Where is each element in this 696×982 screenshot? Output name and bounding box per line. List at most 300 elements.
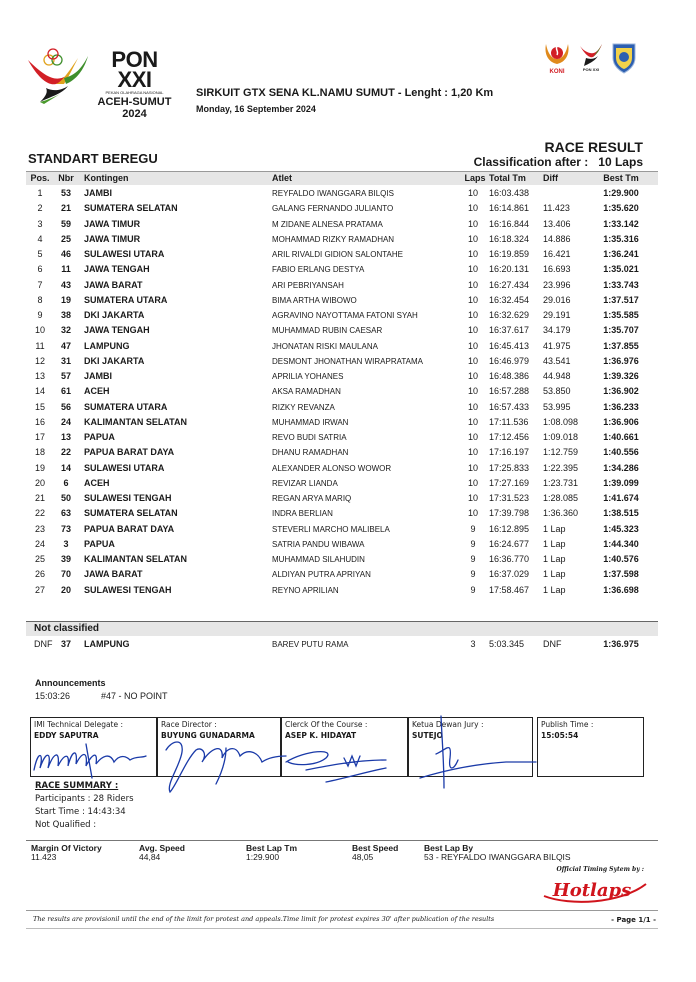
official-name: ASEP K. HIDAYAT (285, 731, 357, 740)
cell-best: 1:29.900 (603, 188, 639, 198)
cell-best: 1:40.556 (603, 447, 639, 458)
cell-laps: 10 (467, 218, 478, 229)
sponsor-logos (542, 40, 638, 76)
cell-kontingen: SULAWESI UTARA (84, 249, 165, 259)
cell-nbr: 53 (60, 188, 71, 198)
cell-pos: 8 (37, 294, 43, 305)
col-diff: Diff (543, 173, 558, 183)
cell-laps: 9 (470, 538, 476, 549)
cell-laps: 10 (467, 447, 478, 458)
cell-nbr: 3 (63, 538, 69, 549)
cell-pos: 25 (34, 554, 45, 564)
svg-text:Hotlaps: Hotlaps (552, 880, 632, 901)
table-row (26, 262, 658, 277)
cell-best: 1:36.906 (603, 416, 639, 427)
cell-total: 16:03.438 (489, 188, 530, 198)
cell-atlet: JHONATAN RISKI MAULANA (272, 341, 378, 351)
cell-nbr: 20 (60, 584, 71, 595)
cell-kontingen: JAMBI (84, 188, 113, 198)
svg-text:PON XXI: PON XXI (582, 67, 600, 72)
table-row (26, 537, 658, 552)
cell-laps: 10 (467, 294, 478, 305)
cell-total: 16:46.979 (489, 355, 530, 366)
participants: Participants : 28 Riders (35, 794, 134, 804)
imi-logo-icon (610, 40, 638, 76)
cell-laps: 10 (467, 416, 478, 427)
cell-diff: 1:36.360 (543, 508, 579, 519)
table-row (26, 186, 658, 201)
official-role: IMI Technical Delegate : (34, 720, 124, 729)
official-role: Ketua Dewan Jury : (412, 720, 484, 729)
event-subtitle: PEKAN OLAHRAGA NASIONAL (105, 90, 164, 95)
cell-atlet: REGAN ARYA MARIQ (272, 494, 352, 503)
cell-total: 16:32.454 (489, 294, 530, 305)
cell-diff: 29.016 (543, 294, 571, 305)
official-name: BUYUNG GUNADARMA (161, 731, 255, 740)
cell-nbr: 37 (60, 639, 71, 649)
cell-total: 17:16.197 (489, 447, 530, 458)
stat-label: Best Lap By (424, 843, 474, 853)
publish-time-box (537, 717, 644, 777)
cell-laps: 10 (467, 477, 478, 488)
cell-atlet: REVIZAR LIANDA (272, 478, 338, 488)
table-row (26, 384, 658, 399)
table-row (26, 201, 658, 216)
stat-label: Avg. Speed (139, 843, 185, 853)
cell-nbr: 38 (60, 310, 71, 320)
cell-diff: 44.948 (543, 371, 571, 381)
cell-atlet: AGRAVINO NAYOTTAMA FATONI SYAH (272, 311, 418, 320)
cell-laps: 10 (467, 340, 478, 351)
cell-nbr: 24 (60, 416, 71, 427)
stat-value: 1:29.900 (246, 852, 280, 862)
table-row (26, 293, 658, 308)
cell-best: 1:35.585 (603, 310, 639, 320)
cell-atlet: RIZKY REVANZA (272, 402, 335, 412)
cell-kontingen: JAWA TENGAH (84, 325, 150, 336)
cell-kontingen: JAWA BARAT (84, 279, 143, 290)
official-role: Clerck Of the Course : (285, 720, 368, 729)
cell-total: 16:16.844 (489, 218, 530, 229)
cell-pos: 16 (34, 416, 45, 427)
official-race-director (157, 717, 281, 777)
stat-avg-speed (139, 844, 185, 862)
cell-pos: 3 (37, 218, 43, 229)
cell-laps: 10 (467, 432, 478, 442)
cell-best: 1:33.142 (603, 218, 639, 229)
cell-nbr: 56 (60, 401, 71, 412)
cell-kontingen: ACEH (84, 477, 110, 488)
svg-text:KONI: KONI (549, 69, 565, 75)
cell-pos: 20 (34, 477, 45, 488)
cell-kontingen: KALIMANTAN SELATAN (84, 416, 187, 427)
cell-kontingen: JAWA TIMUR (84, 233, 141, 244)
stat-best-lap-by (424, 844, 571, 862)
cell-best: 1:36.241 (603, 249, 639, 259)
cell-nbr: 57 (60, 371, 71, 381)
table-row (26, 415, 658, 430)
cell-nbr: 13 (60, 432, 71, 442)
cell-best: 1:37.598 (603, 569, 639, 580)
cell-atlet: APRILIA YOHANES (272, 372, 344, 381)
cell-diff: 34.179 (543, 325, 571, 336)
cell-nbr: 14 (60, 462, 71, 473)
cell-diff: 23.996 (543, 279, 571, 290)
cell-laps: 10 (467, 371, 478, 381)
cell-pos: 10 (34, 325, 45, 336)
race-category: STANDART BEREGU (28, 151, 158, 166)
cell-atlet: GALANG FERNANDO JULIANTO (272, 204, 394, 214)
cell-total: 5:03.345 (489, 639, 525, 649)
cell-best: 1:36.233 (603, 401, 639, 412)
table-row (26, 430, 658, 445)
announcement-text: #47 - NO POINT (101, 691, 168, 701)
cell-diff: 29.191 (543, 310, 571, 320)
stat-value: 53 - REYFALDO IWANGGARA BILQIS (424, 852, 571, 862)
cell-kontingen: PAPUA (84, 432, 115, 442)
cell-pos: 11 (35, 340, 45, 351)
pon-xxi-logo-icon (26, 48, 92, 104)
classification-info (474, 155, 643, 169)
cell-best: 1:44.340 (603, 538, 639, 549)
results-table-header (26, 171, 658, 185)
cell-pos: 13 (34, 371, 45, 381)
cell-pos: 23 (34, 523, 45, 534)
table-row (26, 217, 658, 232)
cell-best: 1:39.326 (603, 371, 639, 381)
official-technical-delegate (30, 717, 157, 777)
cell-atlet: MUHAMMAD SILAHUDIN (272, 555, 365, 564)
cell-diff: DNF (543, 639, 562, 649)
cell-total: 17:31.523 (489, 493, 530, 503)
stat-label: Best Lap Tm (246, 843, 298, 853)
cell-atlet: STEVERLI MARCHO MALIBELA (272, 524, 390, 534)
stat-value: 44,84 (139, 852, 161, 862)
table-row (26, 308, 658, 323)
not-qualified: Not Qualified : (35, 820, 97, 830)
cell-diff: 1 Lap (543, 569, 566, 580)
cell-pos: 1 (37, 188, 43, 198)
cell-pos: 26 (34, 569, 45, 580)
official-name: EDDY SAPUTRA (34, 731, 99, 740)
table-row (26, 637, 658, 652)
cell-atlet: FABIO ERLANG DESTYA (272, 265, 365, 275)
table-row (26, 369, 658, 384)
cell-pos: DNF (34, 639, 53, 649)
cell-diff: 53.995 (543, 401, 571, 412)
publish-time-label: Publish Time : (541, 720, 594, 729)
table-row (26, 552, 658, 567)
cell-laps: 10 (467, 462, 478, 473)
col-total: Total Tm (489, 173, 526, 183)
divider (26, 840, 658, 841)
announcement-time: 15:03:26 (35, 691, 71, 701)
cell-best: 1:35.620 (603, 203, 639, 214)
cell-nbr: 22 (60, 447, 71, 458)
cell-pos: 4 (37, 233, 43, 244)
cell-kontingen: JAWA TIMUR (84, 218, 141, 229)
cell-atlet: REVO BUDI SATRIA (272, 433, 347, 442)
cell-laps: 10 (467, 249, 478, 259)
cell-total: 17:12.456 (489, 432, 530, 442)
cell-total: 16:37.029 (489, 569, 530, 580)
cell-laps: 10 (467, 386, 478, 397)
cell-laps: 10 (467, 188, 478, 198)
cell-diff: 1:09.018 (543, 432, 579, 442)
cell-atlet: DESMONT JHONATHAN WIRAPRATAMA (272, 356, 423, 366)
divider (26, 928, 658, 929)
cell-nbr: 31 (60, 355, 71, 366)
classification-value: 10 Laps (598, 155, 643, 169)
cell-diff: 14.886 (543, 233, 571, 244)
cell-kontingen: SULAWESI TENGAH (84, 584, 172, 595)
table-row (26, 400, 658, 415)
table-row (26, 583, 658, 598)
divider (26, 910, 658, 911)
cell-pos: 6 (37, 264, 43, 275)
cell-laps: 10 (467, 325, 478, 336)
cell-kontingen: SULAWESI TENGAH (84, 493, 172, 503)
cell-total: 16:14.861 (489, 203, 530, 214)
cell-total: 17:58.467 (489, 584, 530, 595)
table-row (26, 278, 658, 293)
cell-total: 16:48.386 (489, 371, 530, 381)
cell-atlet: AKSA RAMADHAN (272, 387, 341, 397)
cell-total: 17:27.169 (489, 477, 530, 488)
cell-diff: 11.423 (543, 203, 570, 214)
cell-laps: 10 (467, 493, 478, 503)
cell-atlet: ALDIYAN PUTRA APRIYAN (272, 570, 371, 580)
table-row (26, 491, 658, 506)
official-role: Race Director : (161, 720, 217, 729)
cell-total: 17:39.798 (489, 508, 530, 519)
cell-best: 1:38.515 (603, 508, 639, 519)
cell-kontingen: LAMPUNG (84, 340, 130, 351)
stat-best-speed (352, 844, 398, 862)
cell-diff: 43.541 (543, 355, 571, 366)
cell-diff: 16.421 (543, 249, 571, 259)
cell-diff: 1:12.759 (543, 447, 579, 458)
cell-atlet: ARIL RIVALDI GIDION SALONTAHE (272, 250, 403, 259)
cell-kontingen: JAWA BARAT (84, 569, 143, 580)
cell-best: 1:37.855 (603, 340, 639, 351)
event-year: 2024 (122, 108, 147, 120)
cell-diff: 13.406 (543, 218, 571, 229)
report-title: RACE RESULT (544, 139, 643, 155)
cell-total: 17:11.536 (489, 416, 529, 427)
cell-laps: 10 (467, 203, 478, 214)
cell-nbr: 70 (60, 569, 71, 580)
cell-kontingen: JAWA TENGAH (84, 264, 150, 275)
cell-best: 1:40.661 (603, 432, 639, 442)
cell-diff: 1:08.098 (543, 416, 579, 427)
cell-laps: 3 (470, 639, 476, 649)
page-number: - Page 1/1 - (611, 916, 656, 924)
cell-laps: 9 (470, 584, 476, 595)
cell-best: 1:36.698 (603, 584, 639, 595)
cell-diff: 1 Lap (543, 584, 566, 595)
cell-kontingen: PAPUA BARAT DAYA (84, 523, 175, 534)
race-summary (35, 780, 134, 832)
cell-laps: 10 (467, 401, 478, 412)
not-classified-header: Not classified (26, 621, 658, 636)
announcements-title: Announcements (35, 678, 106, 688)
cell-kontingen: LAMPUNG (84, 639, 130, 649)
stat-best-lap-time (246, 844, 297, 862)
hotlaps-logo-icon (540, 874, 650, 906)
cell-total: 16:32.629 (489, 310, 530, 320)
cell-best: 1:36.902 (603, 386, 639, 397)
cell-kontingen: SUMATERA UTARA (84, 294, 168, 305)
cell-kontingen: JAMBI (84, 371, 113, 381)
official-jury-chair (408, 717, 533, 777)
cell-atlet: BAREV PUTU RAMA (272, 640, 349, 649)
cell-total: 16:24.677 (489, 538, 530, 549)
table-row (26, 445, 658, 460)
cell-laps: 10 (467, 310, 478, 320)
cell-diff: 41.975 (543, 340, 571, 351)
start-time: Start Time : 14:43:34 (35, 807, 126, 817)
cell-best: 1:40.576 (603, 554, 639, 564)
cell-pos: 9 (37, 310, 43, 320)
cell-best: 1:35.021 (603, 264, 639, 275)
cell-total: 16:45.413 (489, 340, 530, 351)
table-row (26, 232, 658, 247)
cell-best: 1:34.286 (603, 462, 639, 473)
cell-atlet: ALEXANDER ALONSO WOWOR (272, 463, 392, 473)
cell-diff: 16.693 (543, 264, 571, 275)
cell-total: 16:57.433 (489, 401, 530, 412)
cell-total: 16:36.770 (489, 554, 530, 564)
cell-kontingen: KALIMANTAN SELATAN (84, 554, 187, 564)
cell-kontingen: SUMATERA SELATAN (84, 203, 178, 214)
publish-time-value: 15:05:54 (541, 731, 579, 740)
timing-system-label: Official Timing Sytem by : (556, 866, 644, 873)
cell-total: 16:19.859 (489, 249, 530, 259)
circuit-info: SIRKUIT GTX SENA KL.NAMU SUMUT - Lenght : 1,20 Km (196, 87, 494, 99)
cell-best: 1:37.517 (603, 294, 639, 305)
table-row (26, 506, 658, 521)
cell-kontingen: ACEH (84, 386, 110, 397)
cell-pos: 18 (34, 447, 45, 458)
cell-best: 1:35.316 (603, 233, 639, 244)
cell-atlet: MOHAMMAD RIZKY RAMADHAN (272, 234, 395, 244)
cell-pos: 7 (37, 279, 43, 290)
cell-pos: 22 (34, 508, 45, 519)
cell-nbr: 25 (60, 233, 71, 244)
table-row (26, 461, 658, 476)
stat-value: 48,05 (352, 852, 374, 862)
cell-atlet: REYNO APRILIAN (272, 585, 339, 595)
cell-nbr: 39 (60, 554, 71, 564)
pon-xxi-small-logo-icon (578, 40, 604, 76)
cell-kontingen: DKI JAKARTA (84, 310, 145, 320)
cell-atlet: REYFALDO IWANGGARA BILQIS (272, 189, 394, 198)
table-row (26, 522, 658, 537)
cell-best: 1:41.674 (603, 493, 639, 503)
cell-diff: 1 Lap (543, 554, 566, 564)
cell-nbr: 6 (63, 477, 69, 488)
col-best: Best Tm (603, 173, 639, 183)
event-place: ACEH-SUMUT (97, 96, 172, 108)
cell-total: 16:12.895 (489, 523, 530, 534)
cell-atlet: SATRIA PANDU WIBAWA (272, 539, 365, 549)
cell-best: 1:33.743 (603, 279, 639, 290)
cell-total: 16:57.288 (489, 386, 530, 397)
cell-nbr: 61 (60, 386, 71, 397)
table-row (26, 354, 658, 369)
cell-nbr: 46 (60, 249, 71, 259)
cell-laps: 10 (467, 264, 478, 275)
cell-total: 17:25.833 (489, 462, 530, 473)
cell-nbr: 43 (60, 279, 71, 290)
cell-atlet: MUHAMMAD IRWAN (272, 417, 349, 427)
event-branding (97, 47, 172, 120)
disclaimer-text: The results are provisionil until the end of the limit for protest and appeals.Time limit for protest expires 30' after publication of the results (33, 915, 495, 923)
cell-pos: 19 (34, 462, 45, 473)
cell-best: 1:36.975 (603, 639, 639, 649)
cell-pos: 27 (34, 584, 45, 595)
event-title: PON XXI (111, 47, 158, 92)
cell-best: 1:39.099 (603, 477, 639, 488)
official-clerk-of-course (281, 717, 408, 777)
col-atlet: Atlet (272, 173, 292, 183)
stat-value: 11.423 (31, 852, 57, 862)
cell-laps: 9 (470, 523, 476, 534)
cell-laps: 10 (467, 233, 478, 244)
cell-kontingen: SUMATERA UTARA (84, 401, 168, 412)
cell-laps: 10 (467, 508, 478, 519)
cell-atlet: ARI PEBRIYANSAH (272, 280, 344, 290)
race-summary-title: RACE SUMMARY : (35, 781, 119, 791)
cell-diff: 1:28.085 (543, 493, 579, 503)
cell-nbr: 50 (60, 493, 71, 503)
col-kontingen: Kontingen (84, 173, 129, 183)
classification-label: Classification after : (473, 155, 589, 169)
cell-total: 16:27.434 (489, 279, 530, 290)
cell-nbr: 59 (60, 218, 71, 229)
cell-kontingen: SUMATERA SELATAN (84, 508, 178, 519)
cell-kontingen: PAPUA (84, 538, 115, 549)
cell-diff: 1:23.731 (543, 477, 579, 488)
cell-laps: 10 (467, 355, 478, 366)
cell-atlet: BIMA ARTHA WIBOWO (272, 295, 357, 305)
cell-pos: 12 (34, 355, 45, 366)
cell-pos: 2 (37, 203, 43, 214)
cell-diff: 53.850 (543, 386, 571, 397)
cell-nbr: 11 (61, 264, 71, 275)
cell-pos: 5 (37, 249, 43, 259)
table-row (26, 476, 658, 491)
cell-atlet: M ZIDANE ALNESA PRATAMA (272, 219, 383, 229)
table-row (26, 323, 658, 338)
stat-label: Best Speed (352, 843, 399, 853)
cell-best: 1:36.976 (603, 355, 639, 366)
cell-pos: 21 (34, 493, 45, 503)
stat-label: Margin Of Victory (31, 843, 102, 853)
col-pos: Pos. (30, 173, 50, 183)
cell-nbr: 19 (60, 294, 71, 305)
koni-logo-icon (542, 40, 572, 76)
race-date: Monday, 16 September 2024 (196, 104, 316, 114)
table-row (26, 339, 658, 354)
official-name: SUTEJO (412, 731, 443, 740)
cell-total: 16:37.617 (489, 325, 530, 336)
cell-laps: 9 (470, 554, 476, 564)
table-row (26, 247, 658, 262)
cell-total: 16:18.324 (489, 233, 530, 244)
cell-atlet: MUHAMMAD RUBIN CAESAR (272, 326, 383, 336)
